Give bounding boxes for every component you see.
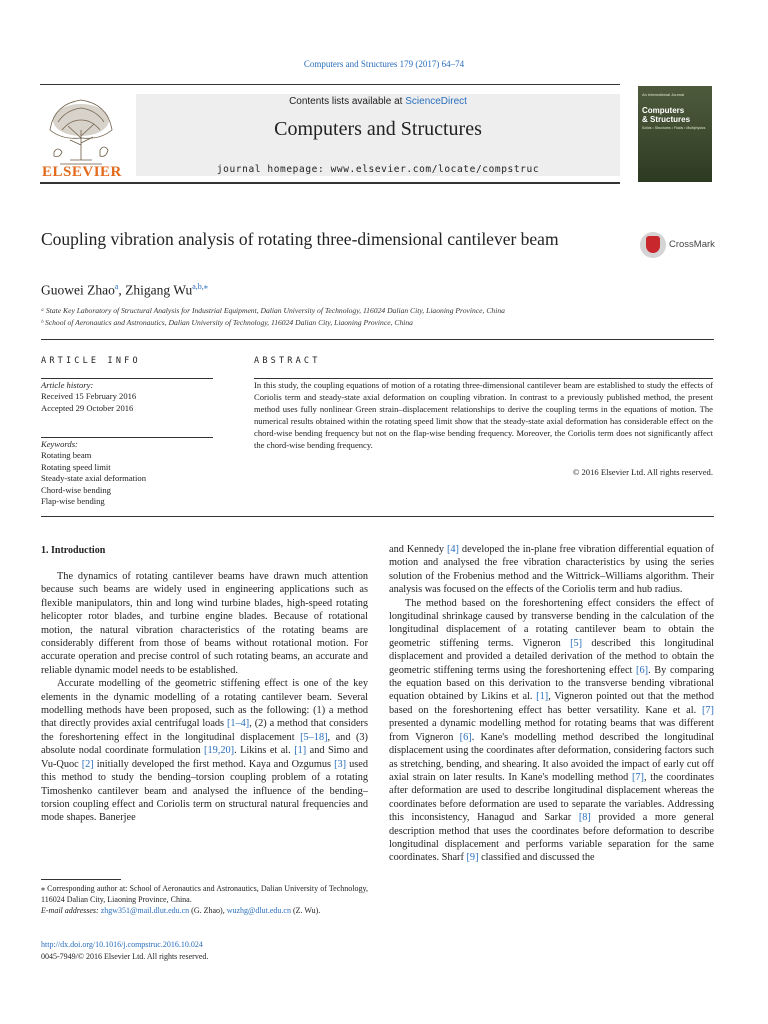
- keyword-item: Rotating speed limit: [41, 461, 111, 472]
- doi-link[interactable]: http://dx.doi.org/10.1016/j.compstruc.2016.10.024: [41, 940, 203, 949]
- history-label: Article history:: [41, 380, 94, 390]
- corresponding-author-footnote: [41, 883, 368, 917]
- corresponding-author-note: ⁎ Corresponding author at: School of Aeronautics and Astronautics, Dalian University of Technology, 116024 Dalian City, Liaoning Province, China.: [41, 884, 368, 905]
- intro-paragraph-1: The dynamics of rotating cantilever beams have drawn much attention because such beams are widely used in engineering applications such as flexible manipulators, thin and long wind turbine blades, high-speed rotating helicopter rotor blades, and turbine engine blades. Because of rotational motion, the natural vibration characteristics of the rotating beams are considerably different from those of beams without rotational motion. For accurate operation and precise control of such rotating beams, an accurate and reliable dynamic model needs to be established.: [41, 571, 368, 676]
- contents-line: [136, 96, 620, 107]
- author-name: Guowei Zhao: [41, 282, 115, 298]
- reference-link[interactable]: [5–18]: [300, 731, 328, 743]
- issn-copyright: 0045-7949/© 2016 Elsevier Ltd. All rights reserved.: [41, 952, 209, 961]
- abstract-heading: ABSTRACT: [254, 356, 321, 366]
- affiliation-divider: [41, 339, 714, 340]
- intro-paragraph-3: The method based on the foreshortening effect considers the effect of longitudinal shrinkage caused by transverse bending in the calculation of the longitudinal displacement of a rotating cantilever beam to obtain the geometric stiffening terms. Vigneron [5] described this longitudinal displacement and provided a detailed derivation of the method to obtain the geometric stiffening terms using the foreshortening effect [6]. By comparing the equation based on this derivation to the transverse bending vibrational equation obtained by Likins et al. [1], Vigneron pointed out that the method based on the foreshortening effect has better versatility. Kane et al. [7] presented a dynamic modelling method for rotating beams that was different from Vigneron [6]. Kane's modelling method described the longitudinal displacement using the coordinates after deformation, considering factors such as stretching, bending, and shearing. It also avoided the impact of early cut off axial strain on later results. In Kane's modelling method [7], the coordinates after deformation are used to describe longitudinal displacement whereas the coordinates before deformation are used to separate the variables. Addressing this inconsistency, Hanagud and Sarkar [8] provided a more general description method that uses the coordinates before deformation to describe longitudinal displacement and performs variable separation for the same coordinates. Sharf [9] classified and discussed the: [389, 597, 715, 864]
- section-heading-introduction: 1. Introduction: [41, 545, 106, 556]
- author-name: Zhigang Wu: [125, 282, 193, 298]
- reference-link[interactable]: [3]: [334, 758, 347, 770]
- keywords-label: Keywords:: [41, 439, 78, 449]
- reference-link[interactable]: [1–4]: [226, 718, 250, 730]
- journal-cover-image: [638, 86, 712, 182]
- abstract-divider: [254, 378, 713, 379]
- keywords-divider: [41, 437, 213, 438]
- intro-paragraph-2: Accurate modelling of the geometric stiffening effect is one of the key elements in the dynamic modelling of a rotating cantilever beam. Several modelling methods have been proposed, such as the following: (1) a method that directly provides axial centrifugal loads [1–4], (2) a method that considers the foreshortening effect in the longitudinal displacement [5–18], and (3) absolute nodal coordinate formulation [19,20]. Likins et al. [1] and Simo and Vu-Quoc [2] initially developed the first method. Kaya and Ozgumus [3] used this method to study the bending–torsion coupling problem of a rotating Timoshenko cantilever beam and analysed the influence of the bending–torsion coupling effect and Coriolis term on structural natural frequencies and mode shapes. Banerjee: [41, 678, 369, 824]
- author-list: [41, 282, 208, 299]
- reference-link[interactable]: [1]: [536, 691, 549, 703]
- email-link[interactable]: zhgw351@mail.dlut.edu.cn: [100, 906, 190, 916]
- elsevier-wordmark: ELSEVIER: [42, 164, 122, 180]
- journal-homepage: journal homepage: www.elsevier.com/locate/compstruc: [216, 164, 540, 175]
- reference-link[interactable]: [9]: [466, 852, 479, 864]
- reference-link[interactable]: [19,20]: [204, 745, 235, 757]
- crossmark-label: CrossMark: [669, 239, 715, 250]
- reference-link[interactable]: [6]: [459, 731, 472, 743]
- body-column-right: [389, 543, 714, 865]
- received-date: Received 15 February 2016: [41, 391, 137, 402]
- email-addresses: E-mail addresses: zhgw351@mail.dlut.edu.cn (G. Zhao), wuzhg@dlut.edu.cn (Z. Wu).: [41, 906, 321, 916]
- reference-link[interactable]: [8]: [578, 812, 591, 824]
- info-divider: [41, 378, 213, 379]
- article-title: Coupling vibration analysis of rotating three-dimensional cantilever beam: [41, 229, 559, 249]
- abstract-text: In this study, the coupling equations of motion of a rotating three-dimensional cantilever beam are established to study the effects of Coriolis term and steady-state axial deformation on coupling vibration. In contrast to a previously published method, the present method uses fully nonlinear Green strain–displacement relationships to derive the coupling terms in the equations of motion. The numerical results obtained within the rotating speed limit show that the steady-state axial deformation has considerable effect on the chord-wise bending frequency but not on the flap-wise bending frequency. Moreover, the Coriolis term does not significantly affect the chord-wise bending frequency.: [254, 380, 713, 450]
- reference-link[interactable]: [2]: [81, 758, 94, 770]
- corresponding-author-link[interactable]: ⁎: [203, 282, 208, 291]
- masthead-bottom-rule: [40, 182, 620, 184]
- journal-citation-link[interactable]: Computers and Structures 179 (2017) 64–74: [303, 59, 465, 69]
- author-separator: ,: [118, 282, 126, 298]
- abstract-bottom-rule: [41, 516, 714, 517]
- sciencedirect-link[interactable]: ScienceDirect: [405, 96, 467, 107]
- cover-small-text: An International Journal: [642, 92, 685, 97]
- author-affiliation-link[interactable]: a,b,: [192, 282, 204, 291]
- cover-title-line2: & Structures: [642, 115, 691, 124]
- article-info-heading: ARTICLE INFO: [41, 356, 141, 366]
- affiliation-a: ᵃ State Key Laboratory of Structural Analysis for Industrial Equipment, Dalian University of Technology, 116024 Dalian City, Liaoning Province, China: [41, 306, 505, 315]
- reference-link[interactable]: [5]: [570, 637, 583, 649]
- body-column-left: [41, 570, 368, 825]
- abstract-copyright: © 2016 Elsevier Ltd. All rights reserved.: [572, 467, 713, 477]
- accepted-date: Accepted 29 October 2016: [41, 402, 134, 413]
- author-affiliation-link[interactable]: a: [114, 282, 119, 291]
- crossmark-icon: [640, 232, 666, 258]
- footnote-rule: [41, 879, 121, 880]
- keyword-item: Flap-wise bending: [41, 496, 105, 507]
- reference-link[interactable]: [4]: [446, 544, 459, 555]
- cover-subtitle: Solids • Structures • Fluids • Multiphysics: [642, 126, 706, 130]
- article-history: [41, 380, 136, 414]
- journal-masthead: [40, 84, 714, 184]
- contents-prefix: Contents lists available at: [289, 96, 406, 107]
- reference-link[interactable]: [7]: [701, 704, 714, 716]
- keyword-item: Steady-state axial deformation: [41, 473, 146, 484]
- intro-paragraph-2-continued: and Kennedy [4] developed the in-plane free vibration differential equation of motion and analysed the free vibration characteristics by using the series solution of the Frobenius method and the Wittrick–Williams algorithm. Their analysis was focused on the effects of the Coriolis term and hub radius.: [389, 544, 715, 596]
- reference-link[interactable]: [6]: [636, 664, 649, 676]
- masthead-top-rule: [40, 84, 620, 85]
- reference-link[interactable]: [1]: [294, 745, 307, 757]
- email-link[interactable]: wuzhg@dlut.edu.cn: [226, 906, 291, 916]
- journal-title: Computers and Structures: [274, 118, 482, 140]
- crossmark-badge[interactable]: [640, 232, 716, 258]
- keyword-item: Chord-wise bending: [41, 484, 111, 495]
- journal-banner: [136, 94, 620, 176]
- cover-title: [642, 106, 710, 124]
- keyword-item: Rotating beam: [41, 450, 92, 461]
- affiliation-b: ᵇ School of Aeronautics and Astronautics, Dalian University of Technology, 116024 Dalian City, Liaoning Province, China: [41, 318, 413, 327]
- cover-title-line1: Computers: [642, 106, 685, 115]
- keywords-block: [41, 439, 146, 507]
- reference-link[interactable]: [7]: [631, 771, 644, 783]
